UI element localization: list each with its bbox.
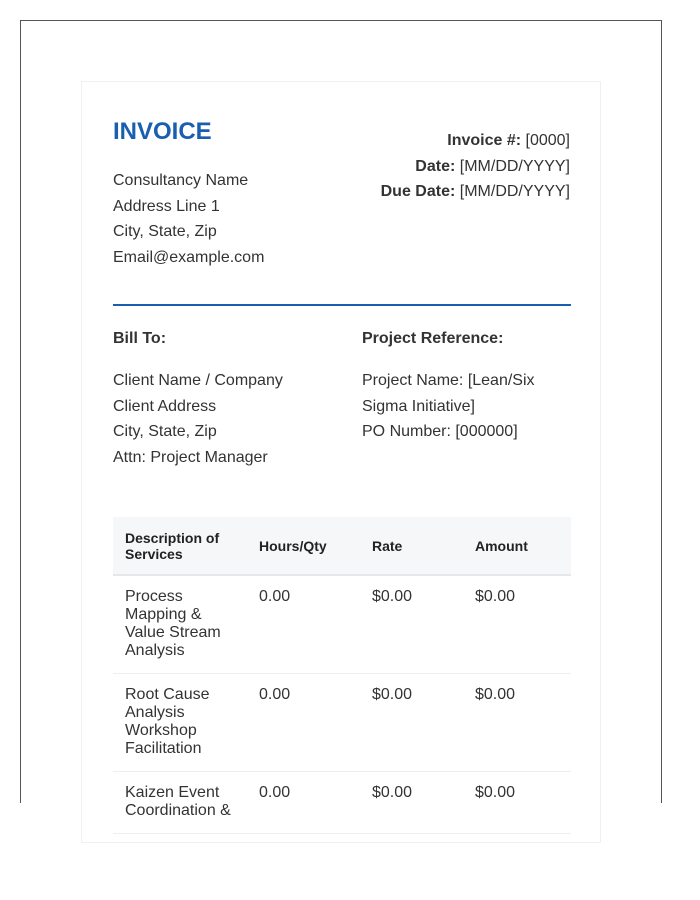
invoice-due-date-row	[381, 179, 570, 205]
row-hours: 0.00	[247, 674, 360, 772]
invoice-date-label: Date:	[415, 157, 456, 175]
header-divider	[113, 304, 571, 306]
invoice-due-date-value: [MM/DD/YYYY]	[459, 183, 570, 201]
invoice-sheet	[81, 81, 601, 843]
row-hours: 0.00	[247, 772, 360, 834]
sender-address-line: Address Line 1	[113, 197, 220, 215]
row-hours: 0.00	[247, 575, 360, 674]
row-description: Kaizen Event Coordination &	[113, 772, 247, 834]
services-table	[113, 517, 571, 834]
row-description: Process Mapping & Value Stream Analysis	[113, 575, 247, 674]
row-description: Root Cause Analysis Workshop Facilitation	[113, 674, 247, 772]
table-row	[113, 772, 571, 834]
po-number: PO Number: [000000]	[362, 423, 518, 441]
column-header-amount: Amount	[463, 517, 571, 575]
column-header-hours: Hours/Qty	[247, 517, 360, 575]
sender-name: Consultancy Name	[113, 172, 249, 189]
client-name: Client Name / Company	[113, 372, 283, 389]
client-city-state-zip: City, State, Zip	[113, 423, 217, 441]
invoice-due-date-label: Due Date:	[380, 183, 456, 201]
project-name: Project Name: [Lean/Six Sigma Initiative]	[362, 372, 535, 415]
project-reference-block	[362, 368, 562, 445]
table-row	[113, 575, 571, 674]
sender-address	[113, 168, 264, 270]
table-header-row	[113, 517, 571, 575]
row-rate: $0.00	[360, 674, 463, 772]
invoice-number-label: Invoice #:	[447, 132, 522, 149]
column-header-rate: Rate	[360, 517, 463, 575]
invoice-meta	[381, 128, 570, 205]
invoice-number-row	[381, 128, 570, 154]
client-address: Client Address	[113, 397, 217, 415]
bill-to-block	[113, 368, 283, 470]
sender-city-state-zip: City, State, Zip	[113, 223, 217, 241]
sender-email: Email@example.com	[113, 248, 265, 266]
column-header-description: Description of Services	[113, 517, 247, 575]
invoice-number-value: [0000]	[525, 132, 570, 149]
invoice-date-row	[381, 154, 570, 180]
page-frame	[20, 20, 662, 819]
bill-to-heading: Bill To:	[113, 330, 167, 347]
table-row	[113, 674, 571, 772]
invoice-date-value: [MM/DD/YYYY]	[459, 157, 570, 175]
row-rate: $0.00	[360, 575, 463, 674]
row-amount: $0.00	[463, 575, 571, 674]
row-amount: $0.00	[463, 772, 571, 834]
project-reference-heading: Project Reference:	[362, 330, 504, 347]
client-attn: Attn: Project Manager	[113, 448, 268, 466]
row-rate: $0.00	[360, 772, 463, 834]
invoice-title: INVOICE	[113, 118, 212, 145]
row-amount: $0.00	[463, 674, 571, 772]
